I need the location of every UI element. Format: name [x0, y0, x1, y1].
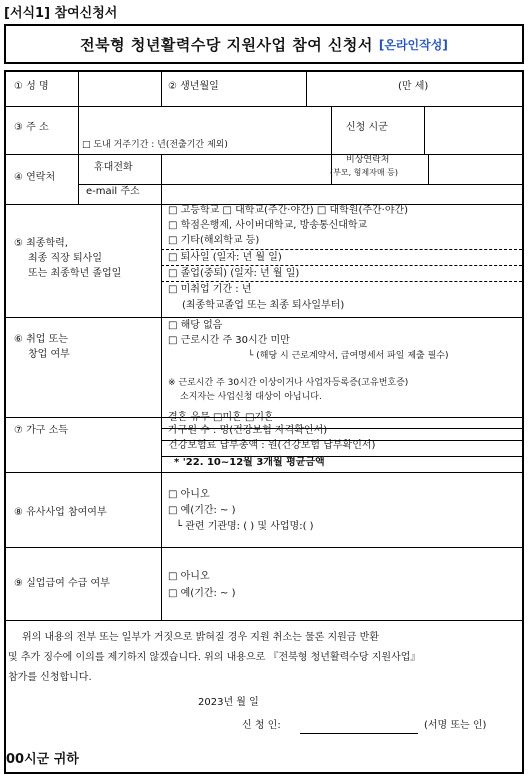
- similar-agency[interactable]: └ 관련 기관명: ( ) 및 사업명:( ): [176, 521, 314, 532]
- emp-option-none[interactable]: □ 해당 없음: [168, 320, 223, 331]
- apply-county-label: 신청 시군: [346, 122, 388, 133]
- mobile-label: 휴대전화: [94, 162, 133, 173]
- similar-label: ⑧ 유사사업 참여여부: [14, 507, 107, 518]
- form-label: [서식1] 참여신청서: [4, 6, 118, 21]
- name-label: ① 성 명: [14, 81, 49, 92]
- form-title: 전북형 청년활력수당 지원사업 참여 신청서: [80, 35, 373, 54]
- marital-status[interactable]: 결혼 유무 □미혼 □기혼: [168, 412, 274, 423]
- education-label-1: ⑤ 최종학력,: [14, 238, 68, 249]
- edu-option-resign[interactable]: □ 퇴사일 (일자: 년 월 일): [168, 252, 282, 263]
- edu-unemployed-note: (최종학교졸업 또는 최종 퇴사일부터): [182, 300, 345, 311]
- similar-option-no[interactable]: □ 아니오: [168, 489, 210, 500]
- online-tag: [온라인작성]: [378, 37, 448, 52]
- applicant-label: 신 청 인:: [242, 720, 281, 731]
- signature-line[interactable]: [300, 733, 418, 734]
- edu-option-credit[interactable]: □ 학점은행제, 사이버대학교, 방송통신대학교: [168, 220, 368, 231]
- contact-label: ④ 연락처: [14, 172, 56, 183]
- sign-note: (서명 또는 인): [424, 720, 487, 731]
- emp-option-parttime[interactable]: □ 근로시간 주 30시간 미만: [168, 335, 290, 346]
- application-date[interactable]: 2023년 월 일: [198, 697, 259, 708]
- emp-warning-1: ※ 근로시간 주 30시간 이상이거나 사업자등록증(고유번호증): [168, 378, 409, 388]
- insurance-total[interactable]: 건강보험료 납부총액 : 원(건강보험 납부확인서): [168, 440, 376, 451]
- household-label: ⑦ 가구 소득: [14, 425, 68, 436]
- emergency-sub-label: (부모, 형제자매 등): [330, 168, 398, 177]
- edu-option-unemployed[interactable]: □ 미취업 기간 : 년: [168, 284, 252, 295]
- recipient: 00시군 귀하: [6, 752, 79, 767]
- emp-warning-2: 소지자는 사업신청 대상이 아닙니다.: [180, 392, 322, 402]
- declaration-line-2: 및 추가 징수에 이의를 제기하지 않겠습니다. 위의 내용으로 『전북형 청년활력수당 지원사업』: [8, 652, 421, 663]
- edu-option-other[interactable]: □ 기타(해외학교 등): [168, 235, 260, 246]
- unemployment-option-no[interactable]: □ 아니오: [168, 571, 210, 582]
- employment-label-1: ⑥ 취업 또는: [14, 334, 68, 345]
- education-label-3: 또는 최종학년 졸업일: [28, 268, 122, 279]
- residence-period[interactable]: □ 도내 거주기간 : 년(전출기간 제외): [82, 140, 228, 150]
- insurance-note: * '22. 10~12월 3개월 평균금액: [174, 457, 325, 468]
- similar-option-yes[interactable]: □ 예(기간: ~ ): [168, 505, 236, 516]
- birth-label: ② 생년월일: [168, 81, 219, 92]
- address-label: ③ 주 소: [14, 122, 49, 133]
- title-box: [4, 24, 524, 64]
- email-label: e-mail 주소: [86, 186, 140, 197]
- emergency-label: 비상연락처: [346, 155, 390, 165]
- declaration-line-3: 참가를 신청합니다.: [8, 672, 92, 683]
- emp-parttime-note: └ (해당 시 근로계약서, 급여명세서 파일 제출 필수): [248, 351, 449, 361]
- education-label-2: 최종 직장 퇴사일: [28, 253, 102, 264]
- unemployment-label: ⑨ 실업급여 수급 여부: [14, 578, 110, 589]
- declaration-line-1: 위의 내용의 전부 또는 일부가 거짓으로 밝혀질 경우 지원 취소는 물론 지원금 반환: [22, 632, 379, 643]
- household-members[interactable]: 가구원 수 : 명(건강보험 자격확인서): [168, 425, 328, 436]
- age-field[interactable]: (만 세): [398, 81, 429, 92]
- edu-option-school[interactable]: □ 고등학교 □ 대학교(주간·야간) □ 대학원(주간·야간): [168, 205, 409, 216]
- unemployment-option-yes[interactable]: □ 예(기간: ~ ): [168, 588, 236, 599]
- employment-label-2: 창업 여부: [28, 349, 70, 360]
- edu-option-graduate[interactable]: □ 졸업(중퇴) (일자: 년 월 일): [168, 268, 300, 279]
